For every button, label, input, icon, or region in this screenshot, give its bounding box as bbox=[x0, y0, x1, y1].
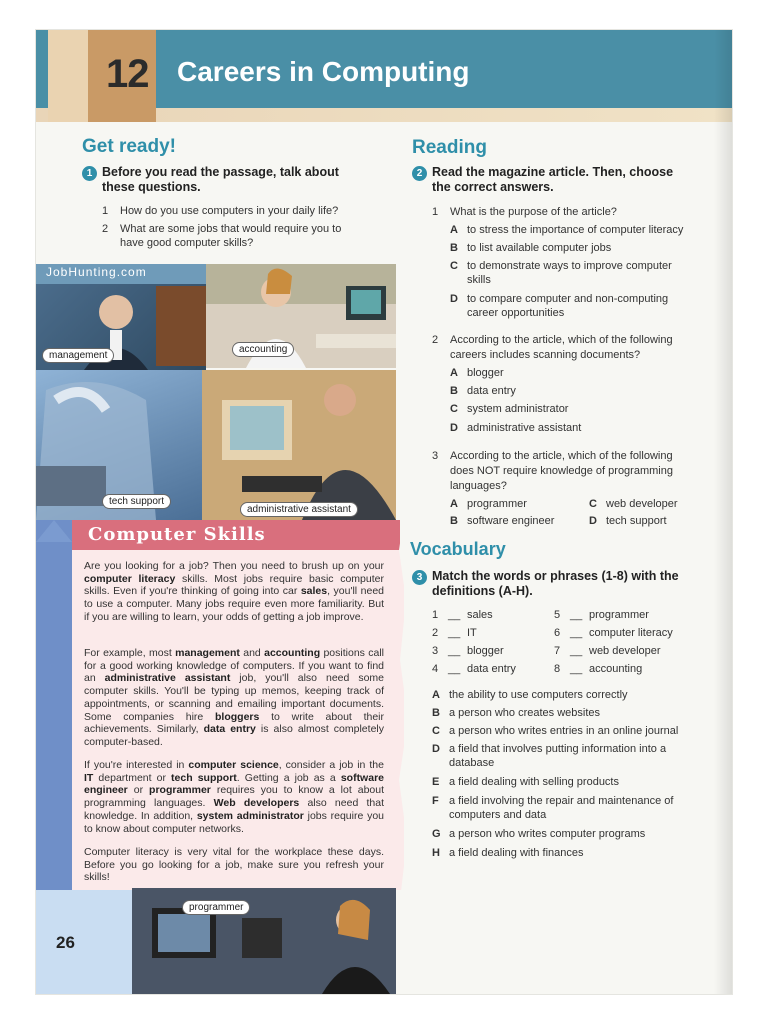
vocab-word-8-number: 8 bbox=[554, 663, 561, 675]
torn-paper-edge bbox=[396, 260, 412, 994]
reading-q3-option-a-letter: A bbox=[450, 498, 458, 510]
vocab-word-4-number: 4 bbox=[432, 663, 439, 675]
get-ready-q2-line-2: have good computer skills? bbox=[120, 237, 254, 249]
page-corner-band bbox=[36, 890, 132, 994]
vocab-word-8-blank: __ bbox=[570, 663, 583, 675]
exercise-2-badge: 2 bbox=[412, 166, 427, 181]
management-label: management bbox=[42, 348, 114, 363]
definition-b: a person who creates websites bbox=[449, 707, 601, 719]
reading-q1-option-d-line-2: career opportunities bbox=[467, 307, 565, 319]
reading-q2-option-a-letter: A bbox=[450, 367, 458, 379]
reading-q2-option-d-letter: D bbox=[450, 422, 458, 434]
get-ready-instruction-line-1: Before you read the passage, talk about bbox=[102, 165, 339, 179]
reading-q1-option-d-letter: D bbox=[450, 293, 458, 305]
article-paragraph-3: If you're interested in computer science, consider a job in the IT department or tech support. Getting a job as a software engineer or programmer requires you to know a lot about programming languages. Web developers also need that knowledge. In addition, system administrator jobs require you to know about computer networks. bbox=[84, 759, 385, 835]
administrative-assistant-photo bbox=[202, 370, 396, 520]
vocab-word-2: IT bbox=[467, 627, 477, 639]
reading-q1-option-b: to list available computer jobs bbox=[467, 242, 612, 254]
reading-q2-option-d: administrative assistant bbox=[467, 422, 582, 434]
unit-title: Careers in Computing bbox=[177, 56, 470, 87]
definition-f-line-2: computers and data bbox=[449, 809, 547, 821]
definition-a-letter: A bbox=[432, 689, 440, 701]
reading-q3-stem-line-1: According to the article, which of the following bbox=[450, 450, 673, 462]
reading-q3-stem-line-3: languages? bbox=[450, 480, 507, 492]
reading-title: Reading bbox=[412, 137, 487, 158]
get-ready-q1-text: How do you use computers in your daily life? bbox=[120, 205, 339, 217]
reading-q3-option-c: web developer bbox=[606, 498, 678, 510]
definition-d-letter: D bbox=[432, 743, 440, 755]
reading-q2-stem-line-2: careers includes scanning documents? bbox=[450, 349, 641, 361]
vocab-word-1-blank: __ bbox=[448, 609, 461, 621]
reading-q2-option-b: data entry bbox=[467, 385, 516, 397]
tech-support-label: tech support bbox=[102, 494, 171, 509]
reading-q1-option-c-letter: C bbox=[450, 260, 458, 272]
vocabulary-instruction-line-2: definitions (A-H). bbox=[432, 584, 533, 598]
reading-q3-stem-line-2: does NOT require knowledge of programming bbox=[450, 465, 673, 477]
definition-b-letter: B bbox=[432, 707, 440, 719]
reading-q1-number: 1 bbox=[432, 206, 439, 218]
definition-c-letter: C bbox=[432, 725, 440, 737]
definition-f-letter: F bbox=[432, 795, 439, 807]
vocab-word-6: computer literacy bbox=[589, 627, 673, 639]
vocab-word-1-number: 1 bbox=[432, 609, 439, 621]
get-ready-q2-line-1: What are some jobs that would require you to bbox=[120, 223, 342, 235]
reading-q1-option-c-line-2: skills bbox=[467, 274, 491, 286]
definition-g-letter: G bbox=[432, 828, 441, 840]
reading-q3-number: 3 bbox=[432, 450, 439, 462]
vocabulary-title: Vocabulary bbox=[410, 539, 506, 559]
get-ready-q1-number: 1 bbox=[102, 205, 109, 217]
page-gutter-shadow bbox=[714, 30, 732, 994]
vocab-word-2-blank: __ bbox=[448, 627, 461, 639]
reading-q2-option-c-letter: C bbox=[450, 403, 458, 415]
reading-q2-option-c: system administrator bbox=[467, 403, 569, 415]
arrow-decoration bbox=[36, 520, 72, 542]
reading-q1-option-a-letter: A bbox=[450, 224, 458, 236]
vocab-word-8: accounting bbox=[589, 663, 643, 675]
definition-a: the ability to use computers correctly bbox=[449, 689, 628, 701]
definition-c: a person who writes entries in an online journal bbox=[449, 725, 679, 737]
vocab-word-3: blogger bbox=[467, 645, 504, 657]
vocab-word-5: programmer bbox=[589, 609, 649, 621]
definition-h: a field dealing with finances bbox=[449, 847, 584, 859]
vocab-word-7-number: 7 bbox=[554, 645, 561, 657]
reading-q3-option-a: programmer bbox=[467, 498, 527, 510]
exercise-1-badge: 1 bbox=[82, 166, 97, 181]
vocab-word-5-number: 5 bbox=[554, 609, 561, 621]
article-paragraph-2: For example, most management and accounting positions call for a good working knowledge of computers. If you want to find an administrative assistant job, you'll also need some computer skills. You'll be typing up memos, keeping track of appointments, or scanning and emailing important documents. Some companies hire bloggers to write about their achievements. Similarly, data entry is also almost completely computer-based. bbox=[84, 647, 385, 748]
definition-f-line-1: a field involving the repair and maintenance of bbox=[449, 795, 674, 807]
reading-instruction-line-2: the correct answers. bbox=[432, 180, 554, 194]
reading-q2-option-a: blogger bbox=[467, 367, 504, 379]
reading-instruction-line-1: Read the magazine article. Then, choose bbox=[432, 165, 674, 179]
article-paragraph-4: Computer literacy is very vital for the workplace these days. Before you go looking for a job, make sure you refresh your skills! bbox=[84, 846, 384, 884]
definition-d-line-1: a field that involves putting information into a bbox=[449, 743, 667, 755]
programmer-label: programmer bbox=[182, 900, 250, 915]
vocab-word-6-number: 6 bbox=[554, 627, 561, 639]
get-ready-q2-number: 2 bbox=[102, 223, 109, 235]
textbook-page bbox=[36, 30, 732, 994]
jobhunting-site-name: JobHunting.com bbox=[46, 265, 147, 279]
page-number: 26 bbox=[56, 933, 75, 952]
reading-q3-option-b: software engineer bbox=[467, 515, 555, 527]
reading-q2-number: 2 bbox=[432, 334, 439, 346]
definition-h-letter: H bbox=[432, 847, 440, 859]
vocab-word-7-blank: __ bbox=[570, 645, 583, 657]
reading-q2-option-b-letter: B bbox=[450, 385, 458, 397]
reading-q1-option-a: to stress the importance of computer literacy bbox=[467, 224, 684, 236]
programmer-photo bbox=[132, 888, 396, 994]
vocab-word-1: sales bbox=[467, 609, 493, 621]
article-paragraph-1: Are you looking for a job? Then you need to brush up on your computer literacy skills. Most jobs require basic computer skills. Even if you're thinking of going into car sales, you'll need to use a computer. Many jobs require even more familiarity. But if you are willing to learn, your odds of getting a job improve. bbox=[84, 560, 384, 623]
definition-e-letter: E bbox=[432, 776, 440, 788]
reading-q1-option-d-line-1: to compare computer and non-computing bbox=[467, 293, 669, 305]
vocab-word-2-number: 2 bbox=[432, 627, 439, 639]
reading-q3-option-d: tech support bbox=[606, 515, 667, 527]
reading-q1-option-b-letter: B bbox=[450, 242, 458, 254]
unit-number: 12 bbox=[106, 52, 149, 96]
article-title: Computer Skills bbox=[88, 524, 266, 545]
reading-q1-option-c-line-1: to demonstrate ways to improve computer bbox=[467, 260, 672, 272]
vocab-word-5-blank: __ bbox=[570, 609, 583, 621]
vocab-word-4-blank: __ bbox=[448, 663, 461, 675]
reading-q3-option-c-letter: C bbox=[589, 498, 597, 510]
reading-q1-stem: What is the purpose of the article? bbox=[450, 206, 617, 218]
definition-d-line-2: database bbox=[449, 757, 495, 769]
vocabulary-instruction-line-1: Match the words or phrases (1-8) with the bbox=[432, 569, 679, 583]
definition-g: a person who writes computer programs bbox=[449, 828, 646, 840]
administrative-assistant-label: administrative assistant bbox=[240, 502, 358, 517]
get-ready-instruction-line-2: these questions. bbox=[102, 180, 201, 194]
reading-q2-stem-line-1: According to the article, which of the following bbox=[450, 334, 673, 346]
vocab-word-3-number: 3 bbox=[432, 645, 439, 657]
vocab-word-4: data entry bbox=[467, 663, 516, 675]
get-ready-title: Get ready! bbox=[82, 136, 176, 157]
vocab-word-7: web developer bbox=[589, 645, 661, 657]
reading-q3-option-d-letter: D bbox=[589, 515, 597, 527]
accounting-label: accounting bbox=[232, 342, 294, 357]
reading-q3-option-b-letter: B bbox=[450, 515, 458, 527]
article-side-band bbox=[36, 520, 72, 890]
exercise-3-badge: 3 bbox=[412, 570, 427, 585]
vocab-word-6-blank: __ bbox=[570, 627, 583, 639]
vocab-word-3-blank: __ bbox=[448, 645, 461, 657]
definition-e: a field dealing with selling products bbox=[449, 776, 619, 788]
